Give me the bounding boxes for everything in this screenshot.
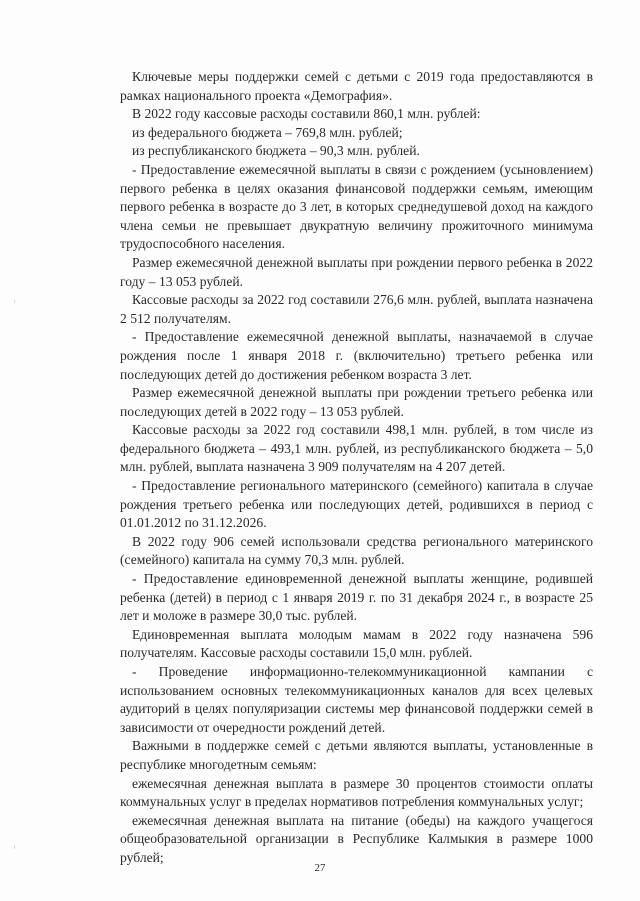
scan-artifact — [14, 300, 15, 303]
paragraph: Единовременная выплата молодым мамам в 2022 году назначена 596 получателям. Кассовые расходы составили 15,0 млн. рублей. — [120, 626, 593, 661]
paragraph: - Предоставление единовременной денежной выплаты женщине, родившей ребенка (детей) в период с 1 января 2019 г. по 31 декабря 2024 г., в возрасте 25 лет и моложе в размере 30,0 тыс. рублей. — [120, 571, 593, 624]
paragraph: Кассовые расходы за 2022 год составили 498,1 млн. рублей, в том числе из федерального бюджета – 493,1 млн. рублей, из республиканского бюджета – 5,0 млн. рублей, выплата назначена 3 909 получателям на 4 207 детей. — [120, 422, 593, 475]
paragraph: - Проведение информационно-телекоммуникационной кампании с использованием основных телекоммуникационных каналов для всех целевых аудиторий в целях популяризации системы мер финансовой поддержки семей в зависимости от очередности рождений детей. — [120, 664, 593, 735]
page-number: 27 — [314, 862, 326, 874]
paragraph: - Предоставление ежемесячной выплаты в связи с рождением (усыновлением) первого ребенка в целях оказания финансовой поддержки семьям, имеющим первого ребенка в возрасте до 3 лет, в которых среднедушевой доход на каждого члена семьи не превышает двукратную величину прожиточного минимума трудоспособного населения. — [120, 161, 593, 252]
paragraph: - Предоставление ежемесячной денежной выплаты, назначаемой в случае рождения после 1 января 2018 г. (включительно) третьего ребенка или последующих детей до достижения ребенком возраста 3 лет. — [120, 329, 593, 382]
paragraph: Важными в поддержке семей с детьми являются выплаты, установленные в республике многодетным семьям: — [120, 738, 593, 772]
paragraph: из федерального бюджета – 769,8 млн. рублей; — [132, 124, 403, 140]
document-body — [120, 68, 593, 868]
paragraph: Ключевые меры поддержки семей с детьми с 2019 года предоставляются в рамках национального проекта «Демография». — [120, 69, 593, 103]
paragraph: Размер ежемесячной денежной выплаты при рождении первого ребенка в 2022 году – 13 053 рублей. — [120, 254, 593, 289]
paragraph: - Предоставление регионального материнского (семейного) капитала в случае рождения третьего ребенка или последующих детей, родившихся в период с 01.01.2012 по 31.12.2026. — [120, 478, 593, 531]
paragraph: ежемесячная денежная выплата на питание (обеды) на каждого учащегося общеобразовательной организации в Республике Калмыкия в размере 1000 рублей; — [120, 812, 593, 865]
paragraph: В 2022 году кассовые расходы составили 860,1 млн. рублей: — [132, 106, 481, 122]
scan-artifact — [14, 845, 15, 849]
paragraph: из республиканского бюджета – 90,3 млн. рублей. — [132, 143, 420, 159]
paragraph: В 2022 году 906 семей использовали средства регионального материнского (семейного) капитала на сумму 70,3 млн. рублей. — [120, 533, 593, 568]
paragraph: Размер ежемесячной денежной выплаты при рождении третьего ребенка или последующих детей в 2022 году – 13 053 рублей. — [120, 385, 593, 419]
paragraph: Кассовые расходы за 2022 год составили 276,6 млн. рублей, выплата назначена 2 512 получателям. — [120, 292, 593, 326]
paragraph: ежемесячная денежная выплата в размере 30 процентов стоимости оплаты коммунальных услуг в пределах нормативов потребления коммунальных услуг; — [120, 775, 593, 810]
